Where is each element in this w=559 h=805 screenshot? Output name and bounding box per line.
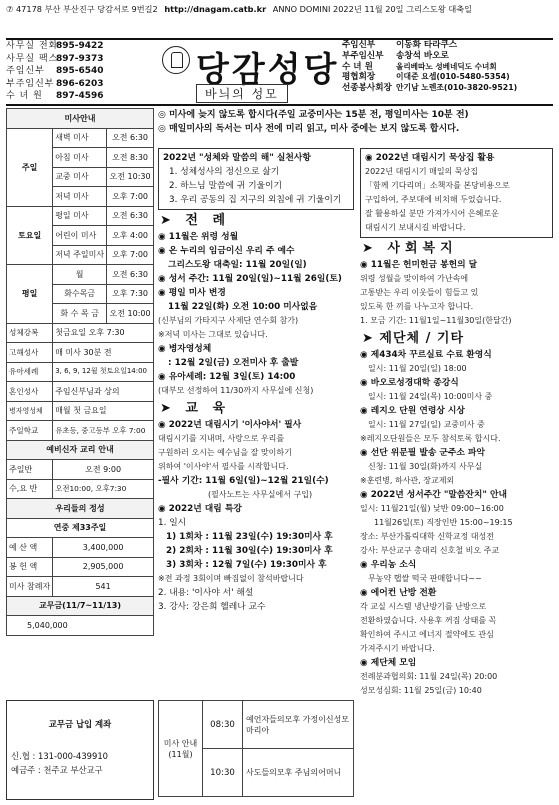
staff-row: 부주임신부 송창석 바오로 [342,50,449,61]
mass-intention-table: 미사 안내 (11월) 08:30 예언자들의모후 가정이신성모마리아 10:30 사도들의모후 주님의어머니 [158,700,354,797]
address: ⑦ 47178 부산 부산진구 당감서로 9번길2 [6,4,158,14]
bank-holder: 예금주 : 천주교 부산교구 [11,765,103,775]
section-welfare: ➤ 사회복지 [362,241,458,256]
contact-row: 수 녀 원 897-4596 [6,91,104,102]
schedule-title: 미사안내 [7,109,154,129]
parish-logo [162,42,340,104]
parish-subtitle: 바늬의 성모 [196,84,288,103]
contact-row: 사무실 팩스 897-9373 [6,53,104,64]
contact-panel [6,40,156,103]
mass-schedule-table: 미사안내 주일 새벽 미사 오전 6:30 아침 미사 오전 8:30 교중 미사 오전 10:30 저녁 미사 오후 7:00 토요일 평일 미사 오전 6:30 어린이 미사 오후 4:00 저녁 주일미사 오후 7:00 평일 월 오전 6:30 화수목금 오후 7:30 화 수 목 금 오전 10:00 성체강복 첫금요일 오후 7:30 고해성사 매 미사 30분 전 유아세례 3, 6, 9, 12월 첫토요일14:00 혼인성사 주임신부님과 상의 병자영성체 매월 첫 금요일 주일학교 유초등, 중고등부 오후 7:00 예비신자 교리 안내 주일반 오전 9:00 수,요 반 오전10:00, 오후7:30 우리들의 정성 연중 제33주일 예 산 액 3,400,000 봉 헌 액 2,905,000 미사 참례자 541 교무금(11/7~11/13) 5,040,000 [6,108,154,636]
annual-motto-box: 2022년 "성체와 말씀의 해" 실천사항 1. 성체성사의 정신으로 삶기 2. 하느님 말씀에 귀 기울이기 3. 우리 공동의 집 지구의 외침에 귀 기울이기 [158,148,354,210]
staff-row: 평협회장 이대준 요셉(010-5480-5354) [342,72,510,83]
header-line [6,4,553,18]
parish-title: 당감성당 [196,50,340,90]
staff-row: 주임신부 이동화 타라쿠스 [342,40,458,50]
contact-row: 부주임신부 896-6203 [6,78,104,89]
staff-row: 수 녀 원 올리베따노 성베네딕도 수녀회 [342,61,497,72]
schedule-category: 주일 [7,128,53,206]
church-emblem-icon [162,46,190,74]
notice-line: ◎ 미사에 늦지 않도록 합시다(주일 교중미사는 15분 전, 평일미사는 10분 전) [158,110,469,120]
parish-url[interactable]: http://dnagam.catb.kr [164,4,267,14]
right-column: ◉ 2022년 대림시기 묵상집 활용 2022년 대림시기 매일의 묵상집 「함께 기다리며」소책자를 본당비용으로 구입하여, 주보대에 비치해 두었습니다. 잘 활용하실 분만 가져가시어 은혜로운 대림시기 보내시길 바랍니다. ➤ 사회복지 ◉ 11월은 헌미헌금 봉헌의 달 위령 성월을 맞이하여 가난속에 고통받는 우리 이웃들이 힘들고 있 있도록 한 끼를 나누고자 합니다. 1. 모금 기간: 11월1일~11월30일(한달간) ➤ 제단체 / 기타 ◉ 제434차 꾸르실료 수료 환영식 일시: 11월 20일(일) 18:00 ◉ 바오로성경대학 종강식 일시: 11월 24일(목) 10:00미사 중 ◉ 레지오 단원 연령상 시상 일시: 11월 27일(일) 교중미사 중 ※레지오단원들은 모두 참석토록 합시다. ◉ 선단 위문필 발송 군주소 파악 신청: 11월 30일(화)까지 사무실 ※훈련병, 하사관, 장교제외 ◉ 2022년 성서주간 "말씀잔치" 안내 일시: 11월21일(월) 낮반 09:00~16:00 11월26일(토) 직장인반 15:00~19:15 장소: 부산가톨릭대학 신학교정 대성전 강사: 부산교구 총대리 신호철 비오 주교 ◉ 우리농 소식 무농약 햅쌀 떡국 판매합니다~~ ◉ 에어컨 난방 전환 각 교실 시스템 냉난방기를 난방으로 전환하였습니다. 사용후 꺼짐 상태를 꼭 확인하여 주시고 에너지 절약에도 관심 가져주시기 바랍니다. ◉ 제단체 모임 전례분과협의회: 11월 24일(목) 20:00 성모성심회: 11월 25일(금) 10:40 [360,148,553,698]
section-liturgy: ➤ 전 례 [160,213,231,228]
section-groups: ➤ 제단체 / 기타 [362,331,465,346]
bank-account-box [6,700,154,800]
notice-line: ◎ 매일미사의 독서는 미사 전에 미리 읽고, 미사 중에는 보지 않도록 합시다. [158,124,460,134]
left-column [6,108,154,636]
bank-title: 교무금 납입 계좌 [48,719,112,729]
section-education: ➤ 교 육 [160,401,231,416]
schedule-category: 토요일 [7,206,53,265]
contact-row: 사무실 전화 895-9422 [6,41,104,51]
catechumen-title: 예비신자 교리 안내 [7,440,154,460]
middle-column: 2022년 "성체와 말씀의 해" 실천사항 1. 성체성사의 정신으로 삶기 2. 하느님 말씀에 귀 기울이기 3. 우리 공동의 집 지구의 외침에 귀 기울이기 ➤ 전 례 ◉ 11월은 위령 성월 ◉ 온 누리의 임금이신 우리 주 예수 그리스도왕 대축일: 11월 20일(일) ◉ 성서 주간: 11월 20일(일)~11월 26일(토) ◉ 평일 미사 변경 11월 22일(화) 오전 10:00 미사없음 (신부님의 가타지구 사제단 연수회 참가) ※저녁 미사는 그대로 있습니다. ◉ 병자영성체 : 12월 2일(금) 오전미사 후 출발 ◉ 유아세례: 12월 3일(토) 14:00 (대부모 선정하여 11/30까지 사무실에 신청) ➤ 교 육 ◉ 2022년 대림시기 '이사야서' 필사 대림시기를 지내며, 사랑으로 우리를 구원하러 오시는 예수님을 잘 맞이하기 위하여 '이사야'서 필사를 시작합니다. -필사 기간: 11월 6일(일)~12월 21일(수) (필사노트는 사무실에서 구입) ◉ 2022년 대림 특강 1. 일시 1) 1회차 : 11월 23일(수) 19:30미사 후 2) 2회차 : 11월 30일(수) 19:30미사 후 3) 3회차 : 12월 7일(수) 19:30미사 후 ※전 과정 3회이며 빠짐없이 참석바랍니다 2. 내용: '이사야 서' 해설 3. 강사: 강은희 헬레나 교수 [158,148,354,614]
advent-booklet-box: ◉ 2022년 대림시기 묵상집 활용 2022년 대림시기 매일의 묵상집 「함께 기다리며」소책자를 본당비용으로 구입하여, 주보대에 비치해 두었습니다. 잘 활용하실 분만 가져가시어 은혜로운 대림시기 보내시길 바랍니다. [360,148,553,238]
offering-title: 우리들의 정성 [7,499,154,519]
staff-row: 선종봉사회장 안기남 노렌조(010-3820-9521) [342,83,518,94]
notice-banner [158,108,553,136]
contact-row: 주임신부 895-6540 [6,66,104,77]
staff-panel [342,40,553,94]
bank-line: 신.협 : 131-000-439910 [11,751,108,761]
mass-intention-box [158,700,354,800]
schedule-category: 평일 [7,265,53,324]
date-motto: ANNO DOMINI 2022년 11월 20일 그리스도왕 대축일 [272,4,473,14]
